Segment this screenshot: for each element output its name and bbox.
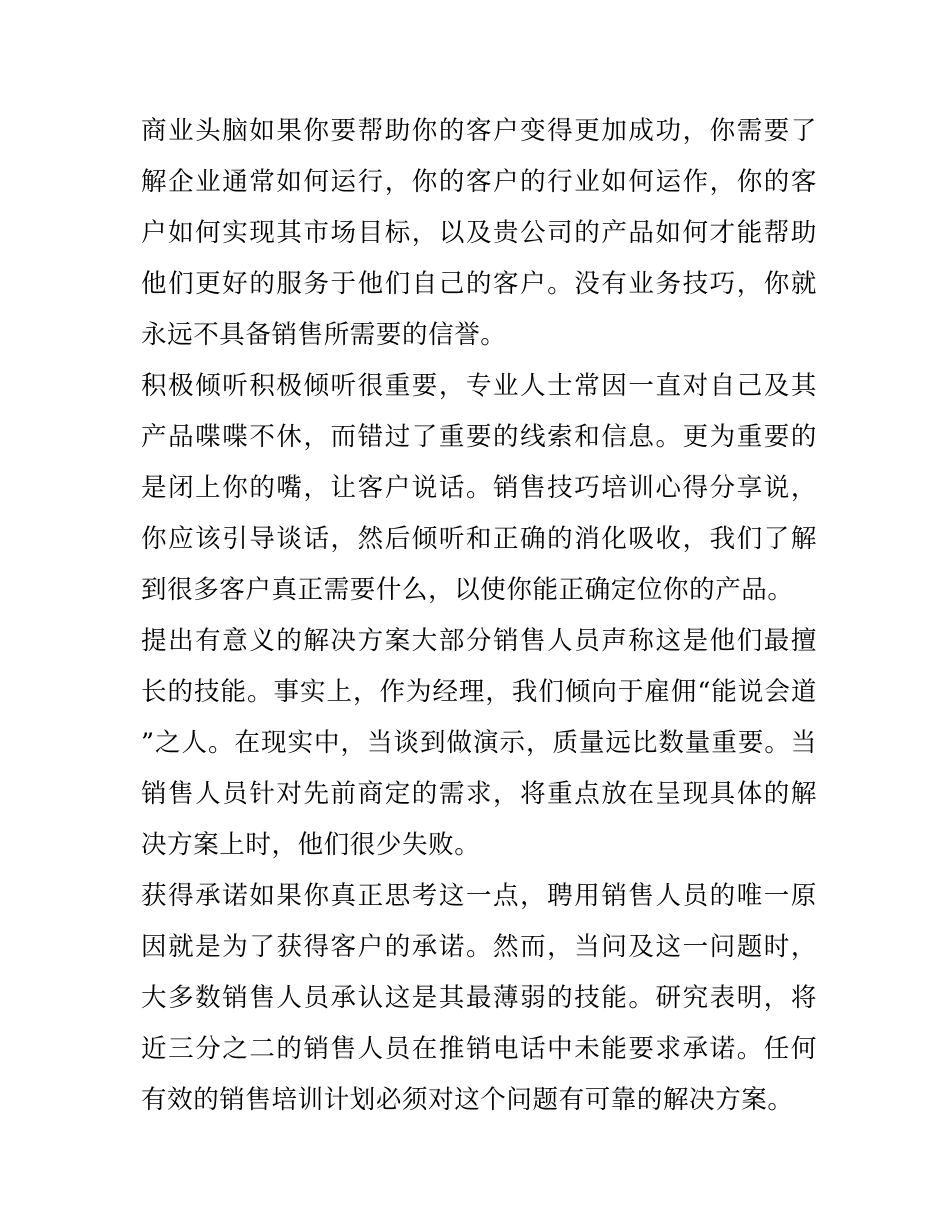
document-body — [141, 106, 817, 1126]
paragraph-meaningful-solutions: 提出有意义的解决方案大部分销售人员声称这是他们最擅长的技能。事实上，作为经理，我们倾向于雇佣“能说会道”之人。在现实中，当谈到做演示，质量远比数量重要。当销售人员针对先前商定的需求，将重点放在呈现具体的解决方案上时，他们很少失败。 — [141, 626, 817, 860]
paragraph-gaining-commitment: 获得承诺如果你真正思考这一点，聘用销售人员的唯一原因就是为了获得客户的承诺。然而，当问及这一问题时，大多数销售人员承认这是其最薄弱的技能。研究表明，将近三分之二的销售人员在推销电话中未能要求承诺。任何有效的销售培训计划必须对这个问题有可靠的解决方案。 — [141, 881, 817, 1115]
paragraph-business-acumen: 商业头脑如果你要帮助你的客户变得更加成功，你需要了解企业通常如何运行，你的客户的行业如何运作，你的客户如何实现其市场目标，以及贵公司的产品如何才能帮助他们更好的服务于他们自己的客户。没有业务技巧，你就永远不具备销售所需要的信誉。 — [141, 116, 817, 350]
paragraph-active-listening: 积极倾听积极倾听很重要，专业人士常因一直对自己及其产品喋喋不休，而错过了重要的线索和信息。更为重要的是闭上你的嘴，让客户说话。销售技巧培训心得分享说，你应该引导谈话，然后倾听和正确的消化吸收，我们了解到很多客户真正需要什么，以使你能正确定位你的产品。 — [141, 371, 817, 605]
